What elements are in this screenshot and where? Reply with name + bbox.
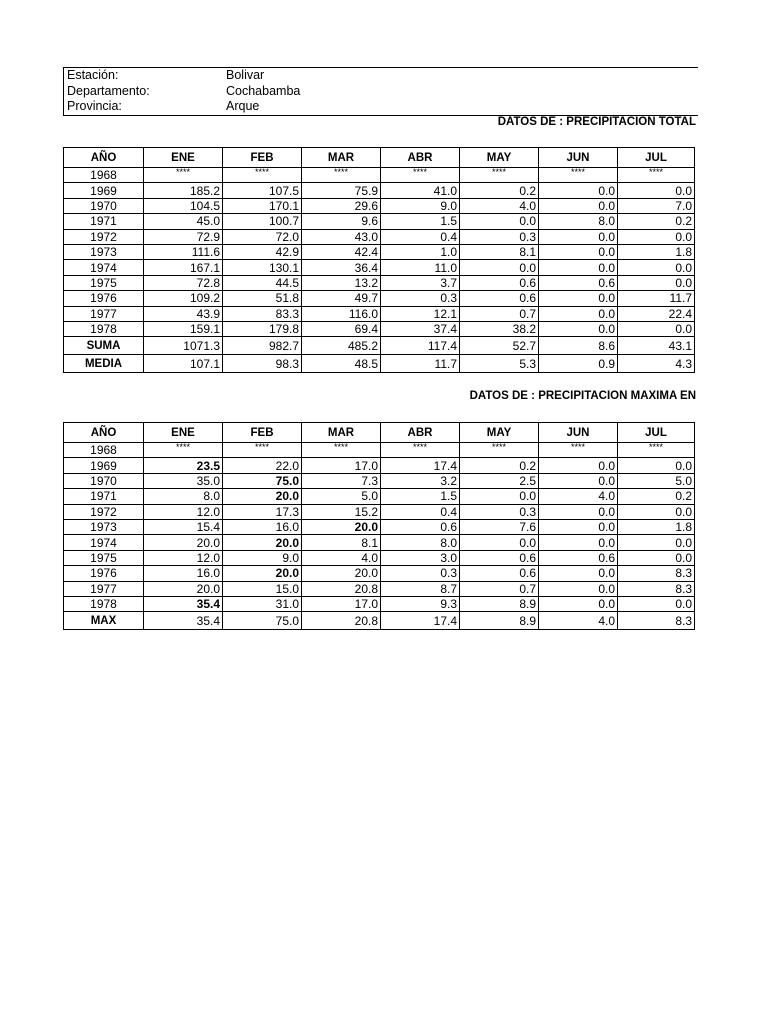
table-row <box>64 291 695 306</box>
column-header: ABR <box>381 423 460 443</box>
table-cell: 9.0 <box>223 550 302 565</box>
table-cell: 75.0 <box>223 473 302 488</box>
table-cell: 17.0 <box>302 596 381 611</box>
table-row <box>64 535 695 550</box>
table-cell: 0.0 <box>618 229 695 244</box>
column-header: JUN <box>539 148 618 168</box>
table-cell: 3.2 <box>381 473 460 488</box>
column-header: MAR <box>302 148 381 168</box>
table-cell: 0.0 <box>618 321 695 336</box>
station-row <box>64 68 698 84</box>
table-cell: 0.3 <box>381 291 460 306</box>
table-header-row <box>64 423 695 443</box>
table-cell: 1.0 <box>381 244 460 259</box>
table-cell: 17.3 <box>223 504 302 519</box>
table-cell: 4.0 <box>539 489 618 504</box>
table-cell: 0.0 <box>618 535 695 550</box>
table-cell: 1970 <box>64 473 144 488</box>
table-cell: 11.7 <box>618 291 695 306</box>
table-cell: **** <box>223 168 302 183</box>
table-cell: 167.1 <box>144 260 223 275</box>
table-cell: 0.3 <box>460 229 539 244</box>
table-cell: 0.0 <box>539 566 618 581</box>
table-row <box>64 275 695 290</box>
table-cell: 8.0 <box>539 214 618 229</box>
table-cell: **** <box>539 443 618 458</box>
table-row <box>64 550 695 565</box>
table-cell: 107.5 <box>223 183 302 198</box>
table-row <box>64 489 695 504</box>
table-cell: 72.9 <box>144 229 223 244</box>
table-cell: 42.9 <box>223 244 302 259</box>
table-cell: 1970 <box>64 198 144 213</box>
table-cell: 4.0 <box>302 550 381 565</box>
table-cell: 0.0 <box>539 473 618 488</box>
table-row <box>64 443 695 458</box>
table-cell: 20.0 <box>223 566 302 581</box>
summary-cell: 20.8 <box>302 612 381 630</box>
table-cell: 72.8 <box>144 275 223 290</box>
table-row <box>64 306 695 321</box>
column-header: JUN <box>539 423 618 443</box>
table-cell: 111.6 <box>144 244 223 259</box>
table-cell: 35.4 <box>144 596 223 611</box>
table-cell: 3.0 <box>381 550 460 565</box>
table-cell: 0.0 <box>539 291 618 306</box>
summary-cell: 8.6 <box>539 337 618 355</box>
station-label: Estación: <box>67 68 119 82</box>
table-cell: 12.0 <box>144 504 223 519</box>
table-cell: 0.0 <box>460 489 539 504</box>
table-cell: 1974 <box>64 260 144 275</box>
table-cell: 0.6 <box>539 550 618 565</box>
table-cell: **** <box>539 168 618 183</box>
summary-cell: MAX <box>64 612 144 630</box>
summary-cell: 117.4 <box>381 337 460 355</box>
table-cell: 104.5 <box>144 198 223 213</box>
table-cell: 170.1 <box>223 198 302 213</box>
table-cell: 42.4 <box>302 244 381 259</box>
column-header: FEB <box>223 148 302 168</box>
table-cell: 20.0 <box>223 489 302 504</box>
summary-cell: 98.3 <box>223 355 302 373</box>
table-cell: 1969 <box>64 458 144 473</box>
summary-cell: 4.0 <box>539 612 618 630</box>
table-cell: 29.6 <box>302 198 381 213</box>
table-cell: 44.5 <box>223 275 302 290</box>
table-row <box>64 566 695 581</box>
table-cell: 17.4 <box>381 458 460 473</box>
table-cell: 20.0 <box>302 519 381 534</box>
table-cell: 0.0 <box>539 321 618 336</box>
table-cell: **** <box>381 443 460 458</box>
table-cell: 0.0 <box>460 214 539 229</box>
table-cell: 159.1 <box>144 321 223 336</box>
table-cell: 17.0 <box>302 458 381 473</box>
table-row <box>64 321 695 336</box>
summary-cell: SUMA <box>64 337 144 355</box>
summary-cell: 8.9 <box>460 612 539 630</box>
table-cell: 179.8 <box>223 321 302 336</box>
table-cell: 0.0 <box>539 458 618 473</box>
table-cell: 13.2 <box>302 275 381 290</box>
table-cell: 1978 <box>64 596 144 611</box>
table-cell: 23.5 <box>144 458 223 473</box>
table-row <box>64 504 695 519</box>
table-cell: 1976 <box>64 291 144 306</box>
table-cell: 3.7 <box>381 275 460 290</box>
table-cell: **** <box>144 168 223 183</box>
summary-cell: 52.7 <box>460 337 539 355</box>
table-cell: 0.0 <box>539 244 618 259</box>
table-cell: 15.4 <box>144 519 223 534</box>
table-cell: 1976 <box>64 566 144 581</box>
summary-cell: 75.0 <box>223 612 302 630</box>
precipitation-max-table <box>63 422 695 630</box>
column-header: JUL <box>618 148 695 168</box>
province-value: Arque <box>226 99 260 113</box>
table-cell: 20.0 <box>144 535 223 550</box>
table-cell: 0.2 <box>618 214 695 229</box>
table-cell: 1.8 <box>618 519 695 534</box>
table-row <box>64 183 695 198</box>
table-row <box>64 260 695 275</box>
table-cell: 0.0 <box>618 183 695 198</box>
table-cell: 5.0 <box>618 473 695 488</box>
table-cell: 1971 <box>64 489 144 504</box>
table-cell: **** <box>381 168 460 183</box>
department-row <box>64 84 698 100</box>
table-cell: 20.8 <box>302 581 381 596</box>
summary-cell: 5.3 <box>460 355 539 373</box>
table-cell: 8.9 <box>460 596 539 611</box>
table-cell: 0.3 <box>381 566 460 581</box>
table-cell: 1971 <box>64 214 144 229</box>
table-cell: 0.7 <box>460 581 539 596</box>
summary-row <box>64 612 695 630</box>
table-cell: **** <box>302 443 381 458</box>
table-cell: 0.2 <box>460 183 539 198</box>
table-cell: 9.0 <box>381 198 460 213</box>
table-row <box>64 229 695 244</box>
table-cell: 51.8 <box>223 291 302 306</box>
table-cell: 12.0 <box>144 550 223 565</box>
table-cell: 0.0 <box>539 198 618 213</box>
summary-cell: 107.1 <box>144 355 223 373</box>
table-cell: 1968 <box>64 168 144 183</box>
table-cell: 0.6 <box>460 275 539 290</box>
table-row <box>64 244 695 259</box>
table-cell: 43.9 <box>144 306 223 321</box>
table-cell: 1972 <box>64 229 144 244</box>
table-cell: 0.7 <box>460 306 539 321</box>
table-cell: 9.6 <box>302 214 381 229</box>
table-cell: 0.6 <box>460 566 539 581</box>
table-cell: **** <box>302 168 381 183</box>
table-row <box>64 519 695 534</box>
table-cell: 11.0 <box>381 260 460 275</box>
column-header: MAY <box>460 423 539 443</box>
table-cell: 1973 <box>64 519 144 534</box>
table-row <box>64 596 695 611</box>
table-cell: **** <box>223 443 302 458</box>
summary-cell: 8.3 <box>618 612 695 630</box>
summary-cell: 11.7 <box>381 355 460 373</box>
province-label: Provincia: <box>67 99 122 113</box>
summary-cell: 1071.3 <box>144 337 223 355</box>
department-value: Cochabamba <box>226 83 301 98</box>
table-cell: 0.0 <box>539 535 618 550</box>
table-cell: 1977 <box>64 581 144 596</box>
table-cell: 8.0 <box>381 535 460 550</box>
table-row <box>64 458 695 473</box>
table-cell: 7.3 <box>302 473 381 488</box>
table-cell: 2.5 <box>460 473 539 488</box>
column-header: JUL <box>618 423 695 443</box>
table-row <box>64 581 695 596</box>
station-value: Bolivar <box>226 68 265 82</box>
table-cell: 20.0 <box>144 581 223 596</box>
table-cell: 0.0 <box>460 260 539 275</box>
table-cell: 0.0 <box>539 183 618 198</box>
table-cell: 0.0 <box>539 581 618 596</box>
table-cell: 0.6 <box>539 275 618 290</box>
table-row <box>64 473 695 488</box>
department-label: Departamento: <box>67 83 150 98</box>
table-cell: 22.0 <box>223 458 302 473</box>
table-cell: 116.0 <box>302 306 381 321</box>
table-cell: 15.0 <box>223 581 302 596</box>
table-cell: 0.0 <box>618 504 695 519</box>
column-header: MAY <box>460 148 539 168</box>
table-cell: 8.0 <box>144 489 223 504</box>
table-cell: 37.4 <box>381 321 460 336</box>
table-cell: 38.2 <box>460 321 539 336</box>
table-cell: 20.0 <box>223 535 302 550</box>
table-row <box>64 198 695 213</box>
table-cell: 45.0 <box>144 214 223 229</box>
table-row <box>64 214 695 229</box>
table-cell: 0.0 <box>618 550 695 565</box>
table-cell: 9.3 <box>381 596 460 611</box>
table-cell: 4.0 <box>460 198 539 213</box>
table-cell: 12.1 <box>381 306 460 321</box>
precipitation-total-table <box>63 147 695 373</box>
table-cell: 8.3 <box>618 566 695 581</box>
table-cell: 0.0 <box>539 504 618 519</box>
table-cell: 16.0 <box>144 566 223 581</box>
table-cell: 75.9 <box>302 183 381 198</box>
table-cell: 0.6 <box>460 291 539 306</box>
table-cell: 0.2 <box>618 489 695 504</box>
table-cell: **** <box>460 443 539 458</box>
table-cell: 0.0 <box>539 260 618 275</box>
table-cell: 43.0 <box>302 229 381 244</box>
province-row <box>64 99 698 115</box>
table-cell: **** <box>460 168 539 183</box>
table-cell: 100.7 <box>223 214 302 229</box>
table-cell: 15.2 <box>302 504 381 519</box>
table-cell: 0.6 <box>460 550 539 565</box>
table-cell: 130.1 <box>223 260 302 275</box>
table-cell: 0.0 <box>539 596 618 611</box>
table-cell: 1.8 <box>618 244 695 259</box>
table-cell: 1.5 <box>381 214 460 229</box>
table-cell: 41.0 <box>381 183 460 198</box>
table-cell: 0.6 <box>381 519 460 534</box>
table-cell: 0.4 <box>381 504 460 519</box>
table-row <box>64 168 695 183</box>
column-header: AÑO <box>64 148 144 168</box>
table-cell: 31.0 <box>223 596 302 611</box>
table-cell: 1969 <box>64 183 144 198</box>
summary-row <box>64 337 695 355</box>
column-header: ENE <box>144 148 223 168</box>
summary-cell: 982.7 <box>223 337 302 355</box>
table-cell: 7.6 <box>460 519 539 534</box>
table-cell: 0.0 <box>618 260 695 275</box>
table-cell: 1974 <box>64 535 144 550</box>
table-cell: 0.0 <box>618 596 695 611</box>
table-cell: 0.0 <box>618 275 695 290</box>
table-cell: 1975 <box>64 275 144 290</box>
table-cell: 1.5 <box>381 489 460 504</box>
table-cell: **** <box>618 443 695 458</box>
table-cell: 16.0 <box>223 519 302 534</box>
table-cell: 1977 <box>64 306 144 321</box>
summary-cell: 4.3 <box>618 355 695 373</box>
table-cell: 35.0 <box>144 473 223 488</box>
summary-cell: 48.5 <box>302 355 381 373</box>
column-header: MAR <box>302 423 381 443</box>
table-cell: 0.0 <box>539 306 618 321</box>
column-header: ENE <box>144 423 223 443</box>
summary-cell: MEDIA <box>64 355 144 373</box>
table-cell: 72.0 <box>223 229 302 244</box>
table-cell: 5.0 <box>302 489 381 504</box>
table-cell: 0.0 <box>618 458 695 473</box>
table-cell: 0.2 <box>460 458 539 473</box>
table-cell: 0.4 <box>381 229 460 244</box>
table-cell: 0.3 <box>460 504 539 519</box>
table-cell: 0.0 <box>460 535 539 550</box>
table-cell: 7.0 <box>618 198 695 213</box>
table-cell: 1978 <box>64 321 144 336</box>
table-cell: 0.0 <box>539 519 618 534</box>
table-cell: **** <box>144 443 223 458</box>
table-cell: **** <box>618 168 695 183</box>
table-cell: 1973 <box>64 244 144 259</box>
table-cell: 8.1 <box>460 244 539 259</box>
table-cell: 8.7 <box>381 581 460 596</box>
summary-cell: 35.4 <box>144 612 223 630</box>
table-cell: 1972 <box>64 504 144 519</box>
table-cell: 0.0 <box>539 229 618 244</box>
summary-cell: 485.2 <box>302 337 381 355</box>
table-cell: 36.4 <box>302 260 381 275</box>
summary-cell: 43.1 <box>618 337 695 355</box>
column-header: AÑO <box>64 423 144 443</box>
table-cell: 22.4 <box>618 306 695 321</box>
column-header: FEB <box>223 423 302 443</box>
table-cell: 8.1 <box>302 535 381 550</box>
summary-row <box>64 355 695 373</box>
table-cell: 20.0 <box>302 566 381 581</box>
summary-cell: 0.9 <box>539 355 618 373</box>
table-cell: 8.3 <box>618 581 695 596</box>
table-cell: 83.3 <box>223 306 302 321</box>
table-cell: 109.2 <box>144 291 223 306</box>
table-cell: 69.4 <box>302 321 381 336</box>
summary-cell: 17.4 <box>381 612 460 630</box>
column-header: ABR <box>381 148 460 168</box>
table-cell: 1968 <box>64 443 144 458</box>
table-cell: 1975 <box>64 550 144 565</box>
station-info <box>63 67 698 116</box>
table1-title: DATOS DE : PRECIPITACIÓN TOTAL <box>497 116 696 128</box>
table-cell: 185.2 <box>144 183 223 198</box>
table2-title: DATOS DE : PRECIPITACIÓN MÁXIMA EN <box>469 390 696 402</box>
table-header-row <box>64 148 695 168</box>
table-cell: 49.7 <box>302 291 381 306</box>
